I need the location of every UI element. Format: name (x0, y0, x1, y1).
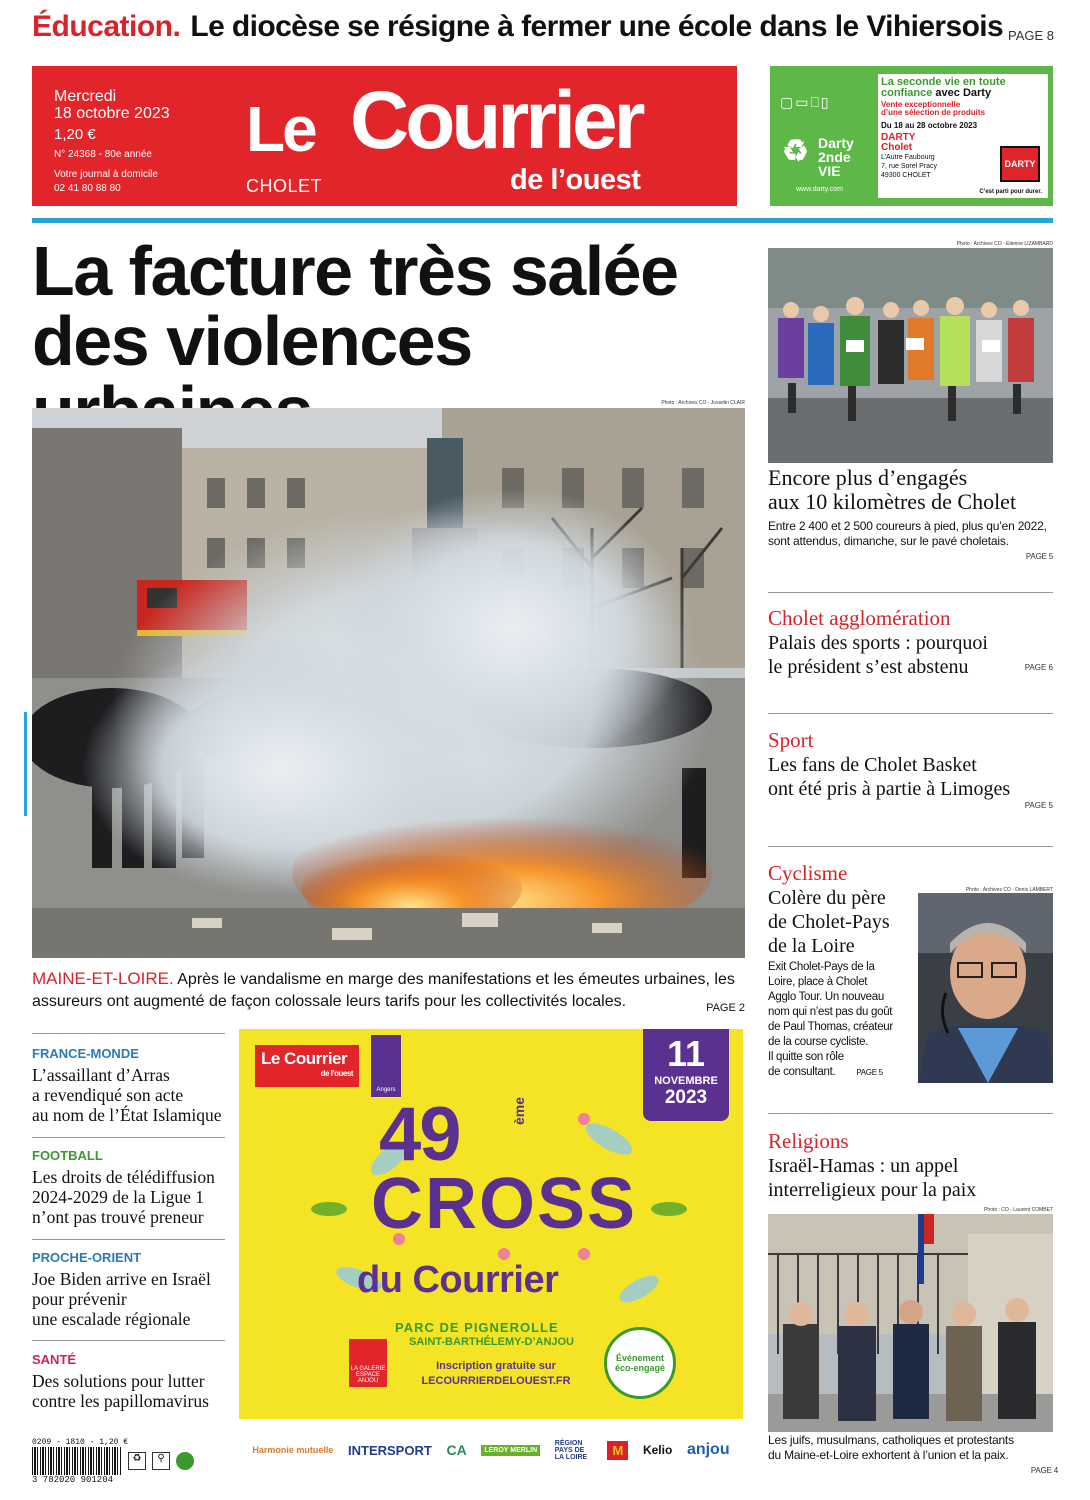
sponsor-logo: M (607, 1441, 628, 1460)
runners-photo-illustration (768, 248, 1053, 463)
run-text (768, 519, 1053, 564)
divider (768, 1113, 1053, 1114)
sponsor-logo: LEROY MERLIN (481, 1445, 540, 1456)
darty-sub2: d’une sélection de produits (881, 108, 986, 117)
divider (32, 1033, 225, 1034)
cyclisme-brief[interactable] (768, 861, 918, 958)
main-caption-text: Après le vandalisme en marge des manifestations et les émeutes urbaines, les assureurs ont augmenté de façon colossale leurs tarifs pour les collectivités locales. (32, 971, 735, 1010)
masthead-delivery-label: Votre journal à domicile (54, 169, 158, 180)
cross-location: PARC DE PIGNEROLLE (395, 1320, 559, 1335)
logo-courrier: Courrier (350, 75, 642, 166)
run-title-line1: Encore plus d’engagés (768, 465, 968, 490)
recycle-icon: ♻ (128, 1452, 146, 1470)
darty-headline2a: confiance (881, 87, 933, 99)
masthead-delivery (54, 168, 158, 196)
darty-sub1: Vente exceptionnelle (881, 100, 961, 109)
darty-addr2: 7, rue Sorel Pracy (881, 163, 938, 170)
cross-title: CROSS (371, 1164, 638, 1244)
cross-day: 11 (666, 1033, 706, 1074)
cyclisme-title-line1: Colère du père (768, 887, 886, 909)
brief-line: a revendiqué son acte (32, 1085, 184, 1105)
sponsor-logo: Kelio (642, 1443, 673, 1457)
sport-category: Sport (768, 728, 814, 752)
brief-line: Joe Biden arrive en Israël (32, 1269, 211, 1289)
brief-line: au nom de l’État Islamique (32, 1105, 222, 1125)
riot-photo-illustration (32, 408, 745, 958)
imprim-vert-icon (176, 1452, 194, 1470)
agglo-brief[interactable] (768, 606, 1053, 678)
masthead (32, 66, 737, 206)
cross-town: SAINT-BARTHÉLEMY-D’ANJOU (409, 1336, 575, 1348)
masthead-date (54, 88, 170, 122)
religions-brief[interactable] (768, 1129, 1053, 1202)
religions-title-line1: Israël-Hamas : un appel (768, 1155, 959, 1177)
darty-ad[interactable] (770, 66, 1053, 206)
religions-caption-line2: du Maine-et-Loire exhortent à l’union et la paix. (768, 1448, 1009, 1462)
cyclisme-title-line2: de Cholet-Pays (768, 911, 890, 933)
run-photo[interactable] (768, 248, 1053, 463)
angers-logo: Angers (371, 1035, 401, 1097)
barcode-bars (32, 1447, 122, 1475)
darty-ad-left (778, 74, 876, 198)
agglo-title-line2: le président s’est abstenu (768, 656, 969, 678)
darty-tagline: C’est parti pour durer. (979, 189, 1042, 195)
religions-category: Religions (768, 1129, 849, 1153)
sponsor-logo: anjou (686, 1441, 730, 1458)
divider (32, 1137, 225, 1138)
darty-2nd-label2: 2nde VIE (818, 149, 851, 179)
cyclisme-page: PAGE 5 (856, 1068, 883, 1077)
cyclisme-text-line: Exit Cholet-Pays de la (768, 961, 875, 973)
group-photo-illustration (768, 1214, 1053, 1432)
darty-store-name2: Cholet (881, 142, 913, 153)
cyclisme-category: Cyclisme (768, 861, 848, 885)
logo-le: Le (246, 93, 315, 165)
cyclisme-text-line: Loire, place à Cholet (768, 976, 868, 988)
cross-month: NOVEMBRE (654, 1075, 718, 1087)
main-photo[interactable] (32, 408, 745, 958)
run-title-line2: aux 10 kilomètres de Cholet (768, 489, 1017, 514)
sponsor-logo: INTERSPORT (348, 1442, 432, 1458)
cross-du-courrier: du Courrier (357, 1259, 559, 1301)
cross-registration (389, 1359, 603, 1389)
brief-line: une escalade régionale (32, 1309, 191, 1329)
brief-category: FOOTBALL (32, 1148, 103, 1163)
top-teaser-title: Le diocèse se résigne à fermer une école dans le Vihiersois (190, 10, 1004, 43)
masthead-price: 1,20 € (54, 126, 96, 143)
cyclisme-text (768, 960, 908, 1080)
brief-category: SANTÉ (32, 1352, 77, 1367)
cross-ad[interactable] (239, 1029, 743, 1419)
barcode-price-code: 0209 - 1810 - 1,20 € (32, 1438, 129, 1447)
top-teaser-category: Éducation. (32, 10, 181, 43)
darty-2nd-vie (818, 136, 876, 178)
header-divider (32, 218, 1053, 223)
darty-ad-text (878, 74, 1048, 198)
top-teaser-page: PAGE 8 (1007, 28, 1054, 43)
religions-photo[interactable] (768, 1214, 1053, 1432)
darty-store-name1: DARTY (881, 132, 916, 143)
eco-engaged-badge: Événement éco-engagé (604, 1327, 676, 1399)
run-photo-credit: Photo : Archives CO - Etienne LIZAMBARD (956, 241, 1053, 247)
sponsor-logo: CA (446, 1442, 467, 1458)
cross-ad-logo-text: Le Courrier (261, 1049, 348, 1068)
top-teaser[interactable] (32, 10, 1062, 52)
main-caption-category: MAINE-ET-LOIRE. (32, 969, 174, 988)
darty-headline2b: avec Darty (935, 87, 992, 99)
sport-page: PAGE 5 (1024, 801, 1053, 810)
cyclisme-title-line3: de la Loire (768, 935, 855, 957)
cross-ad-logo (255, 1045, 359, 1087)
brief-proche-orient[interactable] (32, 1250, 232, 1329)
run-text-line2: sont attendus, dimanche, sur le pavé choletais. (768, 534, 1009, 548)
cross-edition-number: 49 (379, 1092, 460, 1177)
agglo-page: PAGE 6 (1024, 663, 1053, 672)
agglo-title-line1: Palais des sports : pourquoi (768, 632, 988, 654)
brief-france-monde[interactable] (32, 1046, 232, 1125)
brief-line: L’assaillant d’Arras (32, 1065, 170, 1085)
cross-year: 2023 (664, 1087, 708, 1108)
appliance-icons: ▢▭⎕▯ (780, 94, 831, 110)
religions-title-line2: interreligieux pour la paix (768, 1179, 977, 1201)
cross-registration-label: Inscription gratuite sur (436, 1360, 556, 1372)
masthead-city: CHOLET (246, 176, 323, 196)
brief-category: FRANCE-MONDE (32, 1046, 139, 1061)
darty-2nd-label1: Darty (818, 135, 854, 151)
cross-ad-logo-sub: de l’ouest (320, 1069, 353, 1078)
main-headline-line1: La facture très salée (32, 232, 678, 310)
sport-title-line1: Les fans de Cholet Basket (768, 754, 977, 776)
run-text-line1: Entre 2 400 et 2 500 coureurs à pied, plus qu’en 2022, (768, 519, 1047, 533)
brief-line: n’ont pas trouvé preneur (32, 1207, 204, 1227)
cyclisme-text-line: de la course cycliste. (768, 1036, 869, 1048)
sponsor-strip (239, 1419, 743, 1481)
brief-football[interactable] (32, 1148, 232, 1227)
divider (32, 1239, 225, 1240)
divider (32, 1340, 225, 1341)
agglo-category: Cholet agglomération (768, 606, 951, 630)
barcode-digits: 3 782020 901204 (32, 1475, 114, 1485)
margin-mark (24, 712, 27, 816)
logo-ouest: de l’ouest (510, 164, 641, 196)
recycle-icon: ♻ (782, 135, 809, 168)
sponsor-logo: RÉGION PAYS DE LA LOIRE (554, 1439, 588, 1461)
religions-photo-credit: Photo : CO - Laurent COMBET (984, 1207, 1053, 1213)
triman-icon: ⚲ (152, 1452, 170, 1470)
cyclisme-photo[interactable] (918, 893, 1053, 1083)
sport-brief[interactable] (768, 728, 1053, 810)
brief-line: Des solutions pour lutter (32, 1371, 205, 1391)
brief-line: pour prévenir (32, 1289, 127, 1309)
portrait-photo-illustration (918, 893, 1053, 1083)
masthead-delivery-phone: 02 41 80 88 80 (54, 183, 121, 194)
masthead-weekday: Mercredi (54, 88, 117, 105)
cyclisme-text-line: Il quitte son rôle (768, 1051, 844, 1063)
masthead-date-text: 18 octobre 2023 (54, 105, 170, 122)
brief-line: contre les papillomavirus (32, 1391, 209, 1411)
run-page: PAGE 5 (1025, 552, 1053, 561)
masthead-issue: N° 24368 - 80e année (54, 149, 152, 160)
run-title[interactable] (768, 466, 1058, 514)
main-photo-credit: Photo : Archives CO - Josselin CLAIR (661, 400, 745, 406)
divider (768, 713, 1053, 714)
darty-addr3: 49300 CHOLET (881, 172, 931, 179)
cyclisme-text-line: de Paul Thomas, créateur (768, 1021, 893, 1033)
brief-line: Les droits de télédiffusion (32, 1167, 215, 1187)
brief-category: PROCHE-ORIENT (32, 1250, 142, 1265)
main-caption-page: PAGE 2 (706, 1002, 745, 1014)
brief-line: 2024-2029 de la Ligue 1 (32, 1187, 205, 1207)
main-headline-line2: des violences (32, 302, 472, 380)
religions-caption (768, 1433, 1058, 1478)
cyclisme-photo-credit: Photo : Archives CO - Denis LAMBERT (965, 887, 1053, 893)
religions-caption-line1: Les juifs, musulmans, catholiques et protestants (768, 1433, 1014, 1447)
sponsor-logo: Harmonie mutuelle (252, 1445, 334, 1455)
main-caption (32, 968, 745, 1019)
cyclisme-text-line: nom qui n’est pas du goût (768, 1006, 893, 1018)
darty-headline1: La seconde vie en toute (881, 76, 1006, 88)
cross-edition-ordinal: ème (511, 1097, 527, 1126)
sport-title-line2: ont été pris à partie à Limoges (768, 778, 1011, 800)
cross-registration-url: LECOURRIERDELOUEST.FR (421, 1375, 571, 1387)
darty-logo: DARTY (1000, 146, 1040, 182)
darty-dates: Du 18 au 28 octobre 2023 (881, 121, 978, 130)
darty-url: www.darty.com (796, 186, 843, 193)
religions-page: PAGE 4 (1030, 1466, 1058, 1475)
barcode (32, 1438, 222, 1488)
brief-sante[interactable] (32, 1352, 232, 1411)
darty-addr1: L’Autre Faubourg (881, 154, 935, 161)
cyclisme-text-line: Agglo Tour. Un nouveau (768, 991, 884, 1003)
galerie-logo: LA GALERIE ESPACE ANJOU (349, 1339, 387, 1387)
divider (768, 846, 1053, 847)
divider (768, 592, 1053, 593)
cyclisme-text-line: de consultant. (768, 1066, 836, 1078)
